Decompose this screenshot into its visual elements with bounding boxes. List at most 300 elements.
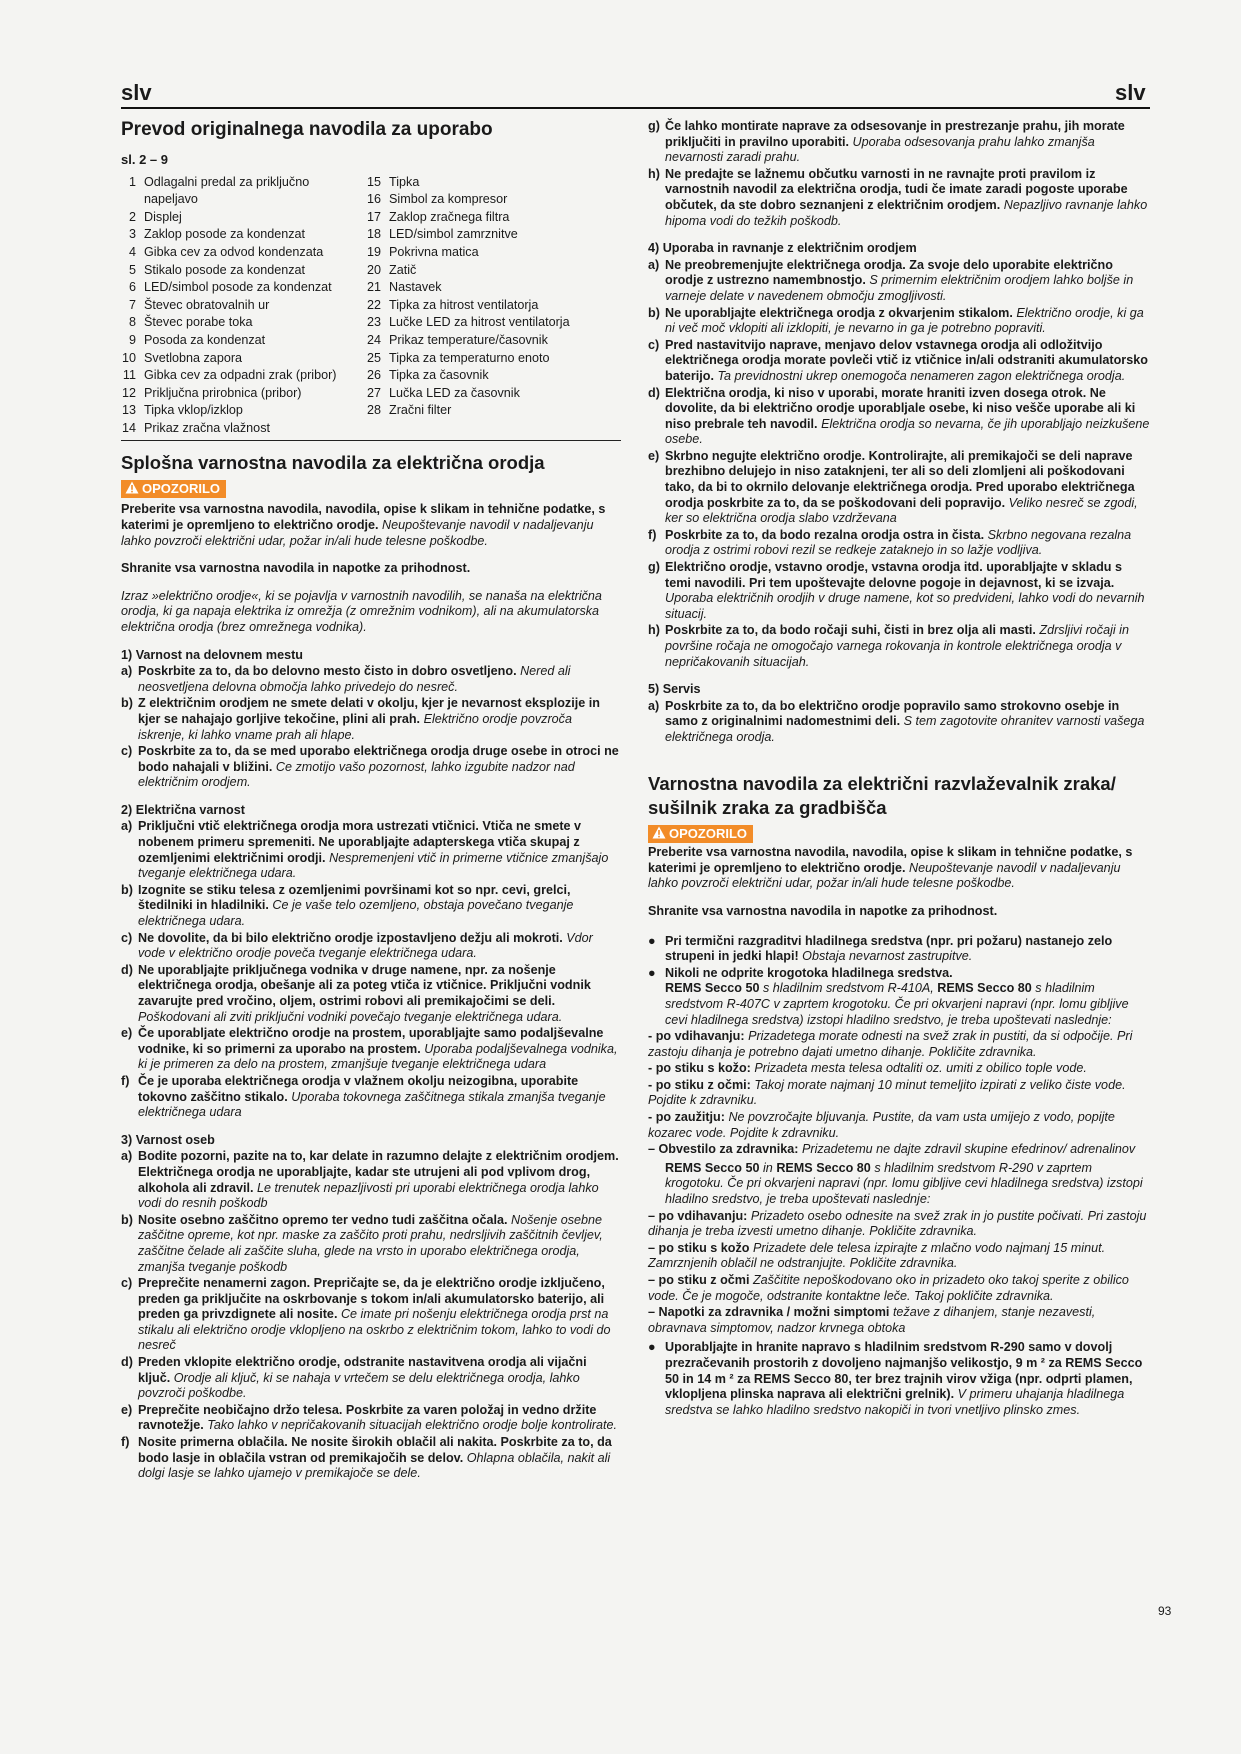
item-text xyxy=(138,819,621,881)
item-bold: Poskrbite za to, da bo električno orodje popravilo samo strokovno osebje in samo z originalnimi nadomestnimi deli. xyxy=(665,698,1120,729)
part-number: 11 xyxy=(122,368,136,383)
s2-list xyxy=(121,819,621,1120)
item-text xyxy=(665,258,1150,305)
header-rule xyxy=(121,107,1150,109)
item-text xyxy=(138,1026,621,1073)
part-number xyxy=(121,191,136,209)
first-aid-text: Prizadeto osebo odnesite na svež zrak in jo pustite počivati. Pri zastoju dihanja je treba izvesti umetno dihanje. Pokličite zdravnika. xyxy=(648,1208,1147,1239)
general-intro-italic: Neupoštevanje navodil v nadaljevanju lahko povzroči električni udar, požar in/ali hude telesne poškodbe. xyxy=(121,517,594,548)
part-number: 19 xyxy=(366,244,381,259)
item-bold: Ne preobremenjujte električnega orodja. Za svoje delo uporabite električno orodje z ustrezno namembnostjo. xyxy=(665,257,1113,288)
bullet-circuit xyxy=(648,966,1150,982)
s4-heading: 4) Uporaba in ravnanje z električnim orodjem xyxy=(648,241,917,256)
part-label: Zatič xyxy=(389,262,417,277)
figure-reference: sl. 2 – 9 xyxy=(121,152,168,167)
item-bold: Ne uporabljajte električnega orodja z okvarjenim stikalom. xyxy=(665,305,1013,320)
item-italic: Ta previdnostni ukrep onemogoča nenameren zagon električnega orodja. xyxy=(717,368,1126,383)
parts-list-right xyxy=(366,174,621,438)
part-number: 7 xyxy=(128,297,136,312)
part-row xyxy=(366,262,621,280)
bullet-r290-room xyxy=(648,1340,1150,1418)
parts-rule xyxy=(121,440,621,441)
item-letter: a) xyxy=(648,257,660,272)
bullet-r290-bold: Uporabljajte in hranite napravo s hladilnim sredstvom R-290 samo v dovolj prezračevanih prostorih z dovoljeno najmanjšo velikostjo, 9 m ² za REMS Secco 50 in 14 m ² za REMS Secco 80, ter brez trajnih virov vžiga (npr. odprti plamen, vklopljena plinska naprava ali električni grelnik). xyxy=(665,1340,1143,1402)
item-italic: Orodje ali ključ, ki se nahaja v vrtečem se delu električnega orodja, lahko povzroči poškodbe. xyxy=(138,1370,580,1401)
part-label: Zaklop zračnega filtra xyxy=(389,209,510,224)
part-number: 15 xyxy=(366,174,381,189)
part-number: 24 xyxy=(366,332,381,347)
first-aid-text: težave z dihanjem, stanje nezavesti, obravnava simptomov, nadzor krvnega obtoka xyxy=(648,1305,1096,1335)
model-secco-50: REMS Secco 50 xyxy=(665,1160,760,1175)
item-text xyxy=(138,1435,621,1482)
item-bold: Poskrbite za to, da bodo rezalna orodja ostra in čista. xyxy=(665,527,985,542)
part-row xyxy=(366,226,621,244)
safety-item xyxy=(648,258,1150,305)
bullet-thermal-italic: Obstaja nevarnost zastrupitve. xyxy=(802,949,973,964)
item-letter: d) xyxy=(121,1355,133,1370)
right-column xyxy=(648,118,1150,1418)
warning-label: OPOZORILO xyxy=(669,826,747,842)
dehum-intro-bold: Preberite vsa varnostna navodila, navodila, opise k slikam in tehnične podatke, s katerimi je opremljeno to električno orodje. xyxy=(648,845,1133,875)
item-bold: Z električnim orodjem ne smete delati v okolju, kjer je nevarnost eksplozije in kjer se nahajajo gorljive tekočine, plini ali prah. xyxy=(138,696,600,726)
part-label: Lučka LED za časovnik xyxy=(389,385,520,400)
part-row xyxy=(121,279,366,297)
item-bold: Nosite primerna oblačila. Ne nosite širokih oblačil ali nakita. Poskrbite za to, da bodo lasje in oblačila vstran od premikajočih se delov. xyxy=(138,1435,612,1465)
part-number: 8 xyxy=(128,315,136,330)
item-text xyxy=(665,306,1150,337)
item-letter: a) xyxy=(648,698,660,713)
part-number: 14 xyxy=(121,420,136,435)
part-row xyxy=(121,174,366,192)
item-text xyxy=(138,1355,621,1402)
s3-list xyxy=(121,1149,621,1481)
item-letter: b) xyxy=(121,1212,133,1227)
item-text xyxy=(138,664,621,695)
part-number: 21 xyxy=(366,280,381,295)
item-bold: Električna orodja, ki niso v uporabi, morate hraniti izven dosega otrok. Ne dovolite, da bi električno orodje uporabljale osebe, ki niso vešče uporabe ali ki niso prebrale teh navodil. xyxy=(665,385,1136,431)
item-bold: Ne uporabljajte priključnega vodnika v druge namene, npr. za nošenje električnega orodja, obešanje ali za poteg vtiča iz vtičnice. Priključni vodnik zavarujte pred vročino, oljem, ostrimi robovi ali premikajočimi se deli. xyxy=(138,962,591,1009)
part-row xyxy=(366,402,621,420)
safety-item xyxy=(121,1435,621,1482)
parts-list-left xyxy=(121,174,366,438)
left-column xyxy=(121,118,621,1482)
item-text xyxy=(665,528,1150,559)
item-italic: Poškodovani ali zviti priključni vodniki povečajo tveganje električnega udara. xyxy=(138,1009,563,1024)
first-aid-item xyxy=(648,1061,1150,1077)
first-aid-label: – po stiku s kožo xyxy=(648,1240,750,1255)
safety-item xyxy=(121,664,621,695)
warning-triangle-icon xyxy=(652,826,666,843)
dehumidifier-title xyxy=(648,772,1150,820)
warning-label: OPOZORILO xyxy=(142,481,220,497)
item-text xyxy=(665,449,1150,527)
safety-item xyxy=(121,931,621,962)
first-aid-item xyxy=(648,1110,1150,1141)
item-italic: Električno orodje, ki ga ni več moč vklopiti ali izklopiti, je nevarno in ga je potrebno popraviti. xyxy=(665,305,1144,336)
part-row xyxy=(121,402,366,420)
item-italic: Tako lahko v nepričakovanih situacijah električno orodje bolje kontrolirate. xyxy=(207,1418,618,1433)
item-italic: Uporaba električnih orodjih v druge namene, kot so predvideni, lahko vodi do nevarnih situacij. xyxy=(665,591,1145,621)
part-label: Zaklop posode za kondenzat xyxy=(144,227,306,242)
part-row xyxy=(121,191,366,209)
item-bold: Bodite pozorni, pazite na to, kar delate in razumno delajte z električnim orodjem. Električnega orodja ne uporabljajte, kadar ste utrujeni ali pod vplivom drog, alkohola ali zdravil. xyxy=(138,1149,619,1195)
item-italic: Električna orodja so nevarna, če jih uporabljajo neizkušene osebe. xyxy=(665,416,1150,447)
item-italic: Le trenutek nepazljivosti pri uporabi električnega orodja lahko vodi do resnih poškodb xyxy=(138,1180,599,1211)
first-aid-item xyxy=(648,1273,1150,1304)
item-italic: Nered ali neosvetljena delovna območja lahko privedejo do nesreč. xyxy=(138,664,571,694)
item-italic: Električno orodje povzroča iskrenje, ki lahko vname prah ali hlape. xyxy=(138,711,572,742)
part-label: Prikaz zračna vlažnost xyxy=(144,420,270,435)
part-number: 13 xyxy=(121,403,136,418)
part-number: 27 xyxy=(366,385,381,400)
item-italic: Uporaba tokovnega zaščitnega stikala zmanjša tveganje električnega udara xyxy=(138,1089,606,1120)
item-italic: Uporaba odsesovanja prahu lahko zmanjša nevarnosti zaradi prahu. xyxy=(665,134,1095,165)
r410-block xyxy=(648,981,1150,1028)
general-term-note: Izraz »električno orodje«, ki se pojavlja v varnostnih navodilih, se nanaša na električna orodja, ki ga napaja elektrika iz omrežja (z omrežnim vodnikom), ali na akumulatorska električna orodja (brez omrežnega vodnika). xyxy=(121,588,602,634)
item-text xyxy=(665,386,1150,448)
page-title: Prevod originalnega navodila za uporabo xyxy=(121,119,493,140)
part-row xyxy=(121,244,366,262)
item-letter: g) xyxy=(648,560,660,575)
part-number: 3 xyxy=(128,227,136,242)
part-row xyxy=(366,297,621,315)
item-text xyxy=(665,338,1150,385)
item-letter: c) xyxy=(121,1276,133,1291)
safety-item xyxy=(121,1149,621,1211)
part-row xyxy=(366,350,621,368)
part-number: 10 xyxy=(121,350,136,365)
item-letter: b) xyxy=(121,882,133,897)
part-label: Priključna prirobnica (pribor) xyxy=(144,385,302,400)
first-aid-text: Takoj morate najmanj 10 minut temeljito izpirati z veliko čiste vode. Pojdite k zdravniku. xyxy=(648,1077,1126,1108)
item-text xyxy=(665,699,1150,746)
safety-item xyxy=(121,1213,621,1275)
item-text xyxy=(665,623,1150,670)
item-bold: Poskrbite za to, da bo delovno mesto čisto in dobro osvetljeno. xyxy=(138,664,517,679)
first-aid-text: Prizadeta mesta telesa odtaliti oz. umiti z obilico tople vode. xyxy=(754,1061,1087,1076)
part-row xyxy=(121,297,366,315)
item-italic: S tem zagotovite ohranitev varnosti vašega električnega orodja. xyxy=(665,714,1145,744)
part-number: 12 xyxy=(121,385,136,400)
part-row xyxy=(366,332,621,350)
item-letter: b) xyxy=(121,696,133,711)
item-italic: Zdrsljivi ročaji in površine ročaja ne omogočajo varnega rokovanja in kontrole električnega orodja v nepričakovanih situacijah. xyxy=(665,623,1129,669)
language-code-left: slv xyxy=(121,80,152,105)
part-label: napeljavo xyxy=(144,192,198,207)
safety-item xyxy=(121,1026,621,1073)
item-italic: Ce imate pri nošenju električnega orodja prst na stikalu ali električno orodje vklopljeno na oskrbo z električnim tokom, lahko to vodi do nesreč xyxy=(138,1307,611,1353)
safety-item xyxy=(648,449,1150,527)
item-letter: h) xyxy=(648,623,660,638)
item-letter: e) xyxy=(121,1402,133,1417)
safety-item xyxy=(121,883,621,930)
first-aid-item xyxy=(648,1078,1150,1109)
item-bold: Električno orodje, vstavno orodje, vstavna orodja itd. uporabljajte v skladu s temi navodili. Pri tem upoštevajte delovne pogoje in dejavnost, ki se izvaja. xyxy=(665,560,1122,590)
r410-text-2: s hladilnim sredstvom R-407C v zaprtem krogotoku. Če pri okvarjeni napravi (npr. lomu gibljive cevi hladilnega sredstva) izstopi hladilno sredstvo, je treba upoštevati naslednje: xyxy=(665,981,1129,1027)
part-label: Posoda za kondenzat xyxy=(144,332,266,347)
first-aid-item xyxy=(648,1305,1150,1336)
item-letter: h) xyxy=(648,166,660,181)
part-label: Svetlobna zapora xyxy=(144,350,243,365)
s4-list xyxy=(648,258,1150,670)
item-text xyxy=(138,696,621,743)
item-letter: c) xyxy=(121,744,133,759)
model-secco-80: REMS Secco 80 xyxy=(776,1160,871,1175)
part-row xyxy=(121,385,366,403)
part-row xyxy=(366,314,621,332)
s3-continued-list xyxy=(648,119,1150,229)
bullet-icon: ● xyxy=(648,933,656,948)
first-aid-item xyxy=(648,1142,1150,1158)
part-label: Števec porabe toka xyxy=(144,315,253,330)
item-letter: f) xyxy=(648,527,657,542)
item-italic: Ce zmotijo vašo pozornost, lahko izgubite nadzor nad električnim orodjem. xyxy=(138,759,575,790)
safety-item xyxy=(648,119,1150,166)
first-aid-label: – Napotki za zdravnika / možni simptomi xyxy=(648,1305,890,1320)
s5-list xyxy=(648,699,1150,746)
first-aid-text: Ne povzročajte bljuvanja. Pustite, da vam usta umijejo z vodo, popijte kozarec vode. Pojdite k zdravniku. xyxy=(648,1110,1115,1140)
item-italic: Vdor vode v električno orodje poveča tveganje električnega udara. xyxy=(138,930,593,961)
r290-text-1: in xyxy=(763,1160,773,1175)
s2-heading: 2) Električna varnost xyxy=(121,802,245,817)
part-row xyxy=(366,209,621,227)
item-italic: Nespremenjeni vtič in primerne vtičnice zmanjšajo tveganje električnega udara. xyxy=(138,850,609,881)
item-text xyxy=(665,560,1150,622)
part-label: Nastavek xyxy=(389,280,442,295)
safety-item xyxy=(648,528,1150,559)
item-bold: Nosite osebno zaščitno opremo ter vedno tudi zaščitna očala. xyxy=(138,1212,508,1227)
part-label: Prikaz temperature/časovnik xyxy=(389,332,548,347)
part-row xyxy=(366,385,621,403)
part-row xyxy=(366,191,621,209)
r410-first-aid-list xyxy=(648,1029,1150,1158)
item-letter: c) xyxy=(121,930,133,945)
part-number: 5 xyxy=(128,262,136,277)
item-letter: a) xyxy=(121,664,133,679)
item-letter: g) xyxy=(648,119,660,133)
part-row xyxy=(121,209,366,227)
item-italic: S primernim električnim orodjem lahko boljše in varneje delate v navedenem območju zmogljivosti. xyxy=(665,273,1134,303)
safety-item xyxy=(648,338,1150,385)
first-aid-label: – po stiku z očmi xyxy=(648,1273,750,1287)
part-label: Displej xyxy=(144,209,182,224)
general-keep-note: Shranite vsa varnostna navodila in napotke za prihodnost. xyxy=(121,561,471,576)
part-row xyxy=(121,262,366,280)
warning-badge xyxy=(121,480,226,499)
bullet-icon: ● xyxy=(648,965,656,980)
item-text xyxy=(138,1074,621,1121)
item-text xyxy=(138,1213,621,1275)
first-aid-label: - po stiku s kožo: xyxy=(648,1061,751,1076)
item-letter: d) xyxy=(121,962,133,977)
r290-first-aid-list xyxy=(648,1209,1150,1337)
part-label: Števec obratovalnih ur xyxy=(144,297,270,312)
item-text xyxy=(665,119,1150,166)
item-italic: Uporaba podaljševalnega vodnika, ki je primeren za delo na prostem, zmanjšuje tveganje električnega udara xyxy=(138,1041,618,1072)
first-aid-item xyxy=(648,1209,1150,1240)
s3-heading: 3) Varnost oseb xyxy=(121,1132,215,1147)
item-bold: Preprečite neobičajno držo telesa. Poskrbite za varen položaj in vedno držite ravnotežje. xyxy=(138,1402,597,1433)
part-number: 28 xyxy=(366,403,381,418)
part-number: 23 xyxy=(366,315,381,330)
item-italic: Nepazljivo ravnanje lahko hipoma vodi do težkih poškodb. xyxy=(665,197,1148,228)
first-aid-text: Prizadete dele telesa izpirajte z mlačno vodo najmanj 15 minut. Zamrznjenih oblačil ne odstranjujte. Pokličite zdravnika. xyxy=(648,1240,1106,1271)
first-aid-label: – Obvestilo za zdravnika: xyxy=(648,1142,799,1157)
bullet-icon: ● xyxy=(648,1340,656,1355)
safety-item xyxy=(648,167,1150,229)
item-letter: c) xyxy=(648,337,660,352)
part-row xyxy=(366,174,621,192)
part-row xyxy=(121,420,366,438)
part-row xyxy=(366,279,621,297)
part-label: Tipka vklop/izklop xyxy=(144,403,243,418)
safety-item xyxy=(121,819,621,881)
item-text xyxy=(138,744,621,791)
item-text xyxy=(138,883,621,930)
parts-list xyxy=(121,174,621,438)
safety-item xyxy=(121,744,621,791)
bullet-thermal-bold: Pri termični razgraditvi hladilnega sredstva (npr. pri požaru) nastanejo zelo strupeni in jedki hlapi! xyxy=(665,933,1113,964)
item-letter: b) xyxy=(648,305,660,320)
item-italic: Ce je vaše telo ozemljeno, obstaja povečano tveganje električnega udara. xyxy=(138,898,574,929)
safety-item xyxy=(121,1276,621,1354)
item-text xyxy=(138,931,621,962)
part-number: 16 xyxy=(366,192,381,207)
item-bold: Preden vklopite električno orodje, odstranite nastavitvena orodja ali vijačni ključ. xyxy=(138,1355,587,1385)
warning-badge-2 xyxy=(648,825,753,844)
s1-heading: 1) Varnost na delovnem mestu xyxy=(121,647,303,662)
general-intro-bold: Preberite vsa varnostna navodila, navodila, opise k slikam in tehnične podatke, s katerimi je opremljeno to električno orodje. xyxy=(121,502,606,532)
part-number: 26 xyxy=(366,368,381,383)
model-secco-80: REMS Secco 80 xyxy=(937,981,1032,996)
part-number: 18 xyxy=(366,227,381,242)
part-label: Tipka za hitrost ventilatorja xyxy=(389,297,539,312)
item-italic: Veliko nesreč se zgodi, ker so električna orodja slabo vzdrževana xyxy=(665,495,1138,526)
dehumidifier-title-line2: sušilnik zraka za gradbišča xyxy=(648,796,887,818)
bullet-r290-italic: V primeru uhajanja hladilnega sredstva se lahko hladilno sredstvo nakopiči in tvori vnetljivo plinsko zmes. xyxy=(665,1387,1125,1417)
part-number: 22 xyxy=(366,297,381,312)
r290-text-2: s hladilnim sredstvom R-290 v zaprtem krogotoku. Če pri okvarjeni napravi (npr. lomu gibljive cevi hladilnega sredstva) izstopi hladilno sredstvo, je treba upoštevati naslednje: xyxy=(665,1160,1143,1207)
safety-item xyxy=(121,1074,621,1121)
item-italic: Nošenje osebne zaščitne opreme, kot npr. maske za zaščito proti prahu, nedrsljivih zaščitnih čevljev, zaščitne čelade ali zaščite sluha, glede na vrsto in uporabo električnega orodja, zmanjša tveganje poškodb xyxy=(138,1212,603,1274)
item-bold: Če uporabljate električno orodje na prostem, uporabljajte samo podaljševalne vodnike, ki so primerni za uporabo na prostem. xyxy=(138,1026,604,1056)
item-italic: Skrbno negovana rezalna orodja z ostrimi robovi rezil se redkeje zataknejo in so lažje vodljiva. xyxy=(665,527,1132,558)
first-aid-label: – po vdihavanju: xyxy=(648,1208,748,1223)
part-label: Zračni filter xyxy=(389,403,452,418)
item-bold: Pred nastavitvijo naprave, menjavo delov vstavnega orodja ali odložitvijo električnega orodja morate povleči vtič iz vtičnice in/ali odstraniti akumulatorsko baterijo. xyxy=(665,337,1148,383)
dehum-intro xyxy=(648,845,1150,892)
part-label: Tipka xyxy=(389,174,420,189)
part-row xyxy=(121,314,366,332)
part-label: Gibka cev za odpadni zrak (pribor) xyxy=(144,368,337,383)
part-number: 17 xyxy=(366,209,381,224)
part-label: Simbol za kompresor xyxy=(389,192,508,207)
first-aid-label: - po zaužitju: xyxy=(648,1110,725,1125)
safety-item xyxy=(121,1355,621,1402)
part-row xyxy=(366,367,621,385)
part-row xyxy=(366,244,621,262)
first-aid-item xyxy=(648,1241,1150,1272)
part-label: Lučke LED za hitrost ventilatorja xyxy=(389,315,570,330)
r290-block xyxy=(648,1161,1150,1208)
item-bold: Ne dovolite, da bi bilo električno orodje izpostavljeno dežju ali mokroti. xyxy=(138,930,563,945)
item-letter: a) xyxy=(121,1149,133,1164)
item-bold: Priključni vtič električnega orodja mora ustrezati vtičnici. Vtiča ne smete v nobenem primeru spremeniti. Ne uporabljajte adapterskega vtiča skupaj z ozemljenimi električnimi orodji. xyxy=(138,819,582,865)
item-bold: Preprečite nenamerni zagon. Prepričajte se, da je električno orodje izključeno, preden ga priključite na oskrbovanje s tokom in/ali akumulatorsko baterijo, ali preden ga privzdignete ali nosite. xyxy=(138,1276,605,1322)
part-label: Odlagalni predal za priključno xyxy=(144,174,310,189)
part-number: 4 xyxy=(128,244,136,259)
s5-heading: 5) Servis xyxy=(648,682,701,697)
dehum-keep-note: Shranite vsa varnostna navodila in napotke za prihodnost. xyxy=(648,903,998,918)
safety-item xyxy=(121,963,621,1025)
item-text xyxy=(665,167,1150,229)
part-number: 25 xyxy=(366,350,381,365)
safety-item xyxy=(121,1403,621,1434)
part-label: LED/simbol posode za kondenzat xyxy=(144,280,332,295)
first-aid-item xyxy=(648,1029,1150,1060)
item-letter: f) xyxy=(121,1073,130,1088)
safety-item xyxy=(648,623,1150,670)
warning-triangle-icon xyxy=(125,481,139,498)
part-row xyxy=(121,350,366,368)
first-aid-text: Zaščitite nepoškodovano oko in prizadeto oko takoj sperite z obilico vode. Če je mogoče, odstranite kontaktne leče. Takoj pokličite zdravnika. xyxy=(648,1273,1129,1303)
safety-item xyxy=(648,306,1150,337)
item-text xyxy=(138,1149,621,1211)
part-row xyxy=(121,226,366,244)
item-bold: Ne predajte se lažnemu občutku varnosti in ne ravnajte proti pravilom iz varnostnih navodil za električna orodja, tudi če imate zaradi pogoste uporabe občutek, da ste dobro seznanjeni z električnim orodjem. xyxy=(665,166,1128,212)
item-bold: Poskrbite za to, da bodo ročaji suhi, čisti in brez olja ali masti. xyxy=(665,623,1036,638)
r410-text-1: s hladilnim sredstvom R-410A, xyxy=(763,981,934,996)
first-aid-text: Prizadetega morate odnesti na svež zrak in pustiti, da si odpočije. Pri zastoju dihanja je potrebno dajati umetno dihanje. Pokličite zdravnika. xyxy=(648,1029,1133,1059)
item-text xyxy=(138,963,621,1025)
item-letter: d) xyxy=(648,385,660,400)
safety-item xyxy=(648,560,1150,622)
s1-list xyxy=(121,664,621,791)
item-bold: Poskrbite za to, da se med uporabo električnega orodja druge osebe in otroci ne bodo nahajali v bližini. xyxy=(138,744,619,774)
item-letter: a) xyxy=(121,819,133,834)
dehum-intro-italic: Neupoštevanje navodil v nadaljevanju lahko povzroči električni udar, požar in/ali hude telesne poškodbe. xyxy=(648,860,1121,891)
part-label: Stikalo posode za kondenzat xyxy=(144,262,306,277)
part-row xyxy=(121,367,366,385)
bullet-circuit-text: Nikoli ne odprite krogotoka hladilnega sredstva. xyxy=(665,965,953,980)
model-secco-50: REMS Secco 50 xyxy=(665,981,760,996)
item-text xyxy=(138,1403,621,1434)
item-italic: Ohlapna oblačila, nakit ali dolgi lasje se lahko ujamejo v premikajoče se dele. xyxy=(138,1450,611,1481)
dehumidifier-title-line1: Varnostna navodila za električni razvlaževalnik zraka/ xyxy=(648,772,1116,794)
part-number: 6 xyxy=(128,280,136,295)
item-bold: Če je uporaba električnega orodja v vlažnem okolju neizogibna, uporabite tokovno zaščitno stikalo. xyxy=(138,1073,579,1104)
part-number: 1 xyxy=(128,174,136,189)
general-safety-title: Splošna varnostna navodila za električna orodja xyxy=(121,451,545,473)
part-number: 9 xyxy=(128,332,136,347)
part-label: Gibka cev za odvod kondenzata xyxy=(144,244,324,259)
item-letter: e) xyxy=(648,448,660,463)
safety-item xyxy=(648,699,1150,746)
part-label: LED/simbol zamrznitve xyxy=(389,227,518,242)
part-number: 20 xyxy=(366,262,381,277)
part-number: 2 xyxy=(128,209,136,224)
page-number: 93 xyxy=(1158,1604,1172,1618)
item-text xyxy=(138,1276,621,1354)
first-aid-label: - po stiku z očmi: xyxy=(648,1077,751,1092)
item-bold: Skrbno negujte električno orodje. Kontrolirajte, ali premikajoči se deli naprave brezhibno delujejo in niso zataknjeni, ter ali so deli zlomljeni ali poškodovani tako, da bi to okrnilo delovanje električnega orodja. Pred uporabo električnega orodja poskrbite za to, da se poškodovani deli popravijo. xyxy=(665,448,1135,510)
part-label: Tipka za časovnik xyxy=(389,368,489,383)
item-bold: Izognite se stiku telesa z ozemljenimi površinami kot so npr. cevi, grelci, štedilniki in hladilniki. xyxy=(138,882,571,913)
part-row xyxy=(121,332,366,350)
bullet-thermal xyxy=(648,934,1150,965)
part-label: Pokrivna matica xyxy=(389,244,479,259)
safety-item xyxy=(121,696,621,743)
